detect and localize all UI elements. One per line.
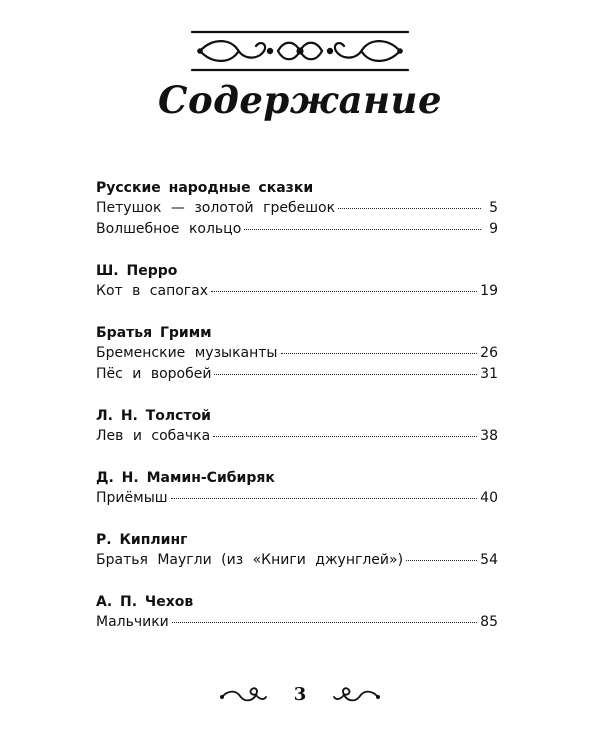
entry-page-number: 5 xyxy=(489,200,498,216)
toc-section xyxy=(96,178,498,240)
entry-title: Приёмыш xyxy=(96,490,168,506)
entry-page-number: 85 xyxy=(480,614,498,630)
section-author: Л. Н. Толстой xyxy=(96,408,211,424)
toc-entry xyxy=(96,364,498,385)
page-number: 3 xyxy=(293,684,307,705)
toc-entry xyxy=(96,612,498,633)
flourish-right-icon xyxy=(332,682,382,708)
table-of-contents xyxy=(96,178,498,654)
section-author: Ш. Перро xyxy=(96,263,178,279)
page-footer xyxy=(0,678,600,718)
dot-leader xyxy=(211,291,477,292)
entry-title: Лев и собачка xyxy=(96,428,211,444)
toc-section xyxy=(96,530,498,571)
page-title: Содержание xyxy=(158,78,442,122)
entry-title: Мальчики xyxy=(96,614,169,630)
entry-title: Братья Маугли (из «Книги джунглей») xyxy=(96,552,404,568)
entry-page-number: 40 xyxy=(480,490,498,506)
entry-page-number: 54 xyxy=(480,552,498,568)
entry-page-number: 31 xyxy=(480,366,498,382)
dot-leader xyxy=(406,560,477,561)
toc-entry xyxy=(96,343,498,364)
toc-entry xyxy=(96,550,498,571)
section-author: Р. Киплинг xyxy=(96,532,188,548)
entry-title: Волшебное кольцо xyxy=(96,221,242,237)
section-author: Русские народные сказки xyxy=(96,180,314,196)
toc-entry xyxy=(96,198,498,219)
entry-page-number: 26 xyxy=(480,345,498,361)
section-author: Братья Гримм xyxy=(96,325,212,341)
dot-leader xyxy=(281,353,478,354)
toc-section xyxy=(96,468,498,509)
entry-page-number: 19 xyxy=(480,283,498,299)
toc-entry xyxy=(96,426,498,447)
dot-leader xyxy=(338,208,481,209)
section-author: А. П. Чехов xyxy=(96,594,194,610)
entry-title: Кот в сапогах xyxy=(96,283,209,299)
dot-leader xyxy=(244,229,481,230)
toc-entry xyxy=(96,281,498,302)
toc-section xyxy=(96,261,498,302)
flourish-left-icon xyxy=(218,682,268,708)
dot-leader xyxy=(213,436,477,437)
ornamental-divider-icon xyxy=(190,28,410,74)
entry-title: Петушок — золотой гребешок xyxy=(96,200,336,216)
dot-leader xyxy=(214,374,477,375)
section-author: Д. Н. Мамин-Сибиряк xyxy=(96,470,275,486)
toc-section xyxy=(96,406,498,447)
entry-page-number: 9 xyxy=(489,221,498,237)
dot-leader xyxy=(172,622,477,623)
toc-section xyxy=(96,592,498,633)
entry-title: Бременские музыканты xyxy=(96,345,278,361)
toc-entry xyxy=(96,488,498,509)
entry-title: Пёс и воробей xyxy=(96,366,212,382)
entry-page-number: 38 xyxy=(480,428,498,444)
dot-leader xyxy=(171,498,478,499)
toc-entry xyxy=(96,219,498,240)
toc-section xyxy=(96,323,498,385)
